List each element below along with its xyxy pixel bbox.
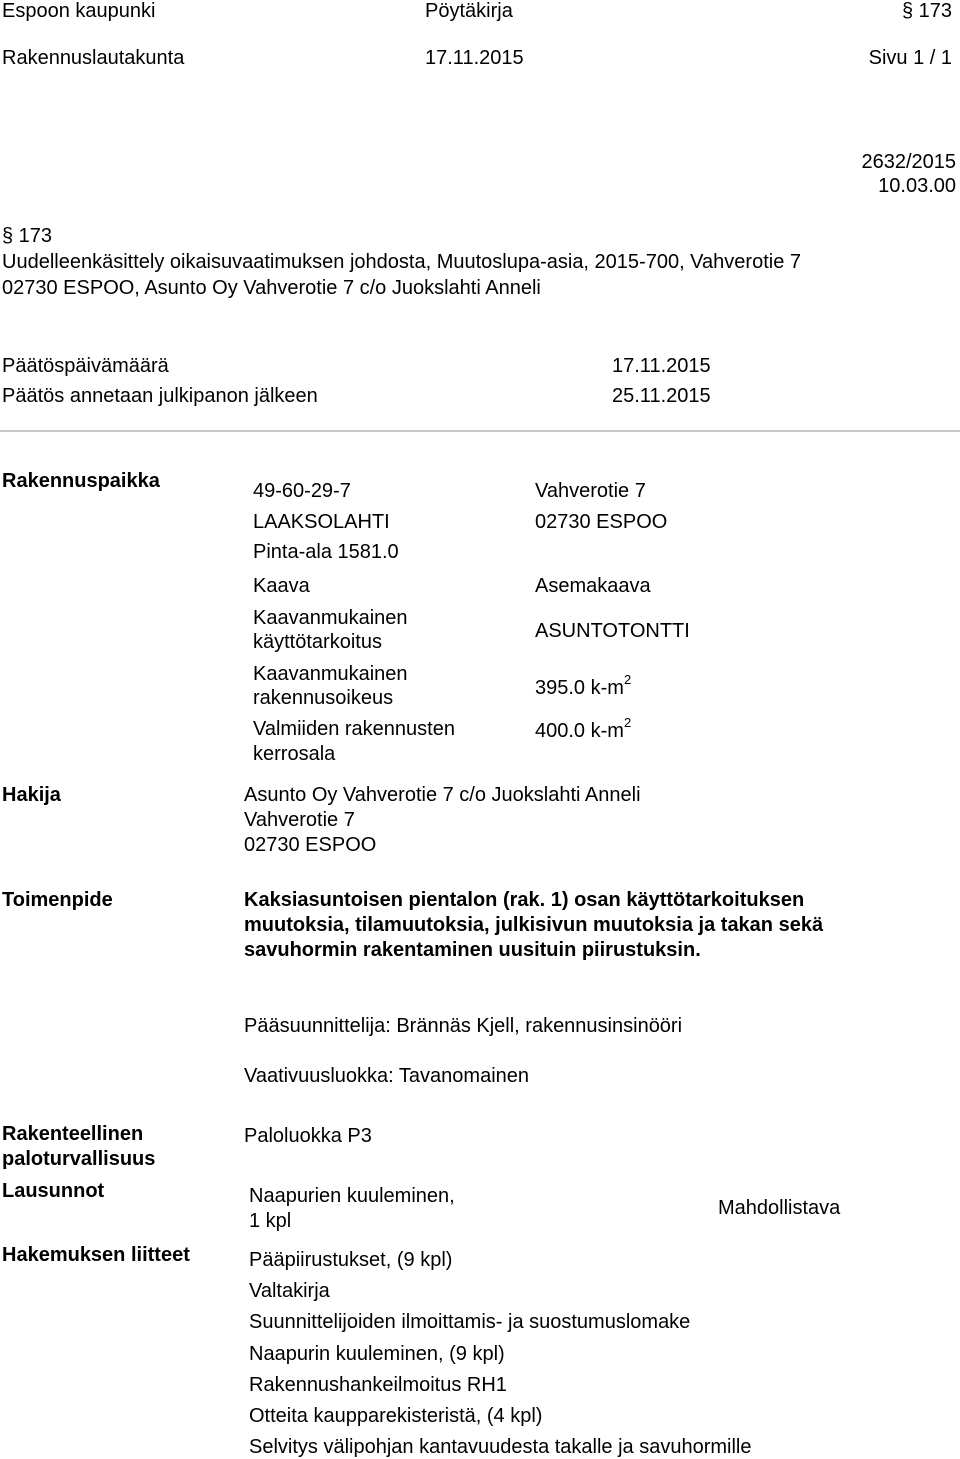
decision-date-label: Päätöspäivämäärä [2,355,169,377]
floor-label-line-2: kerrosala [253,743,336,765]
site-area: Pinta-ala 1581.0 [253,541,399,563]
statement-item-line-2: 1 kpl [249,1210,292,1232]
header-board: Rakennuslautakunta [2,47,185,69]
attachments-label: Hakemuksen liitteet [2,1244,190,1266]
header-meeting-date: 17.11.2015 [425,47,524,69]
right-label-line-2: rakennusoikeus [253,687,394,709]
floor-value-text: 400.0 k-m [535,720,624,742]
measure-line-1: Kaksiasuntoisen pientalon (rak. 1) osan käyttötarkoituksen [244,889,805,911]
right-value [535,672,632,700]
measure-line-3: savuhormin rakentaminen uusituin piirustuksin. [244,939,701,961]
floor-value-sup: 2 [623,715,632,730]
kaava-label: Kaava [253,575,310,597]
right-value-text: 395.0 k-m [535,677,624,699]
applicant-line-1: Asunto Oy Vahverotie 7 c/o Juokslahti Anneli [244,784,641,806]
site-label: Rakennuspaikka [2,470,160,492]
fire-label-line-2: paloturvallisuus [2,1148,156,1170]
attachment-item: Valtakirja [249,1280,330,1302]
section-divider [0,430,960,432]
floor-label-line-1: Valmiiden rakennusten [253,718,455,740]
right-label-line-1: Kaavanmukainen [253,663,408,685]
difficulty-class: Vaativuusluokka: Tavanomainen [244,1065,529,1087]
archive-code: 10.03.00 [878,175,956,197]
attachment-item: Otteita kaupparekisteristä, (4 kpl) [249,1405,543,1427]
applicant-line-2: Vahverotie 7 [244,809,355,831]
publish-date-label: Päätös annetaan julkipanon jälkeen [2,385,318,407]
fire-class: Paloluokka P3 [244,1125,372,1147]
floor-value [535,715,632,743]
item-title-line-1: Uudelleenkäsittely oikaisuvaatimuksen johdosta, Muutoslupa-asia, 2015-700, Vahverotie 7 [2,251,801,273]
decision-date-value: 17.11.2015 [612,355,711,377]
measure-line-2: muutoksia, tilamuutoksia, julkisivun muutoksia ja takan sekä [244,914,824,936]
attachment-item: Selvitys välipohjan kantavuudesta takalle ja savuhormille [249,1436,752,1458]
header-org: Espoon kaupunki [2,0,156,22]
site-district: LAAKSOLAHTI [253,511,390,533]
applicant-label: Hakija [2,784,61,806]
statements-label: Lausunnot [2,1180,105,1202]
header-doc-type: Pöytäkirja [425,0,513,22]
use-label-line-1: Kaavanmukainen [253,607,408,629]
statement-status: Mahdollistava [718,1197,841,1219]
site-postal: 02730 ESPOO [535,511,668,533]
fire-label-line-1: Rakenteellinen [2,1123,144,1145]
attachment-item: Naapurin kuuleminen, (9 kpl) [249,1343,505,1365]
header-section: § 173 [901,0,952,22]
applicant-line-3: 02730 ESPOO [244,834,377,856]
header-page-number: Sivu 1 / 1 [868,47,952,69]
attachment-item: Pääpiirustukset, (9 kpl) [249,1249,453,1271]
measure-label: Toimenpide [2,889,113,911]
use-label-line-2: käyttötarkoitus [253,631,382,653]
kaava-value: Asemakaava [535,575,651,597]
attachment-item: Suunnittelijoiden ilmoittamis- ja suostumuslomake [249,1311,691,1333]
item-section: § 173 [2,225,53,247]
publish-date-value: 25.11.2015 [612,385,711,407]
item-title-line-2: 02730 ESPOO, Asunto Oy Vahverotie 7 c/o Juokslahti Anneli [2,277,541,299]
right-value-sup: 2 [623,672,632,687]
head-designer: Pääsuunnittelija: Brännäs Kjell, rakennusinsinööri [244,1015,683,1037]
statement-item-line-1: Naapurien kuuleminen, [249,1185,455,1207]
case-number: 2632/2015 [861,151,956,173]
attachment-item: Rakennushankeilmoitus RH1 [249,1374,507,1396]
site-street: Vahverotie 7 [535,480,646,502]
site-property-id: 49-60-29-7 [253,480,351,502]
use-value: ASUNTOTONTTI [535,620,690,642]
